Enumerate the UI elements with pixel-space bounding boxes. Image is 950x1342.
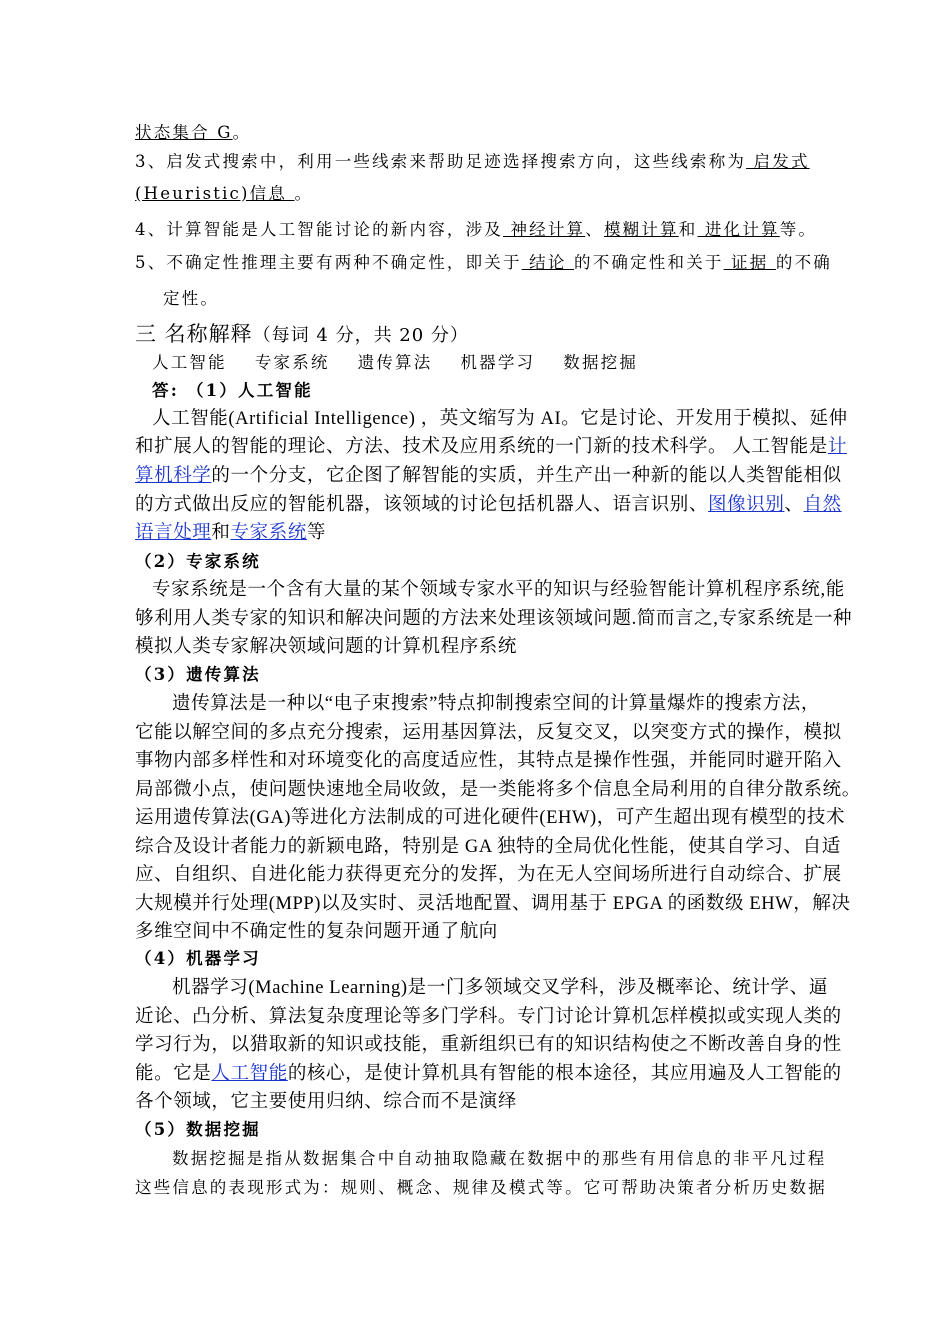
es-line-1: 专家系统是一个含有大量的某个领域专家水平的知识与经验智能计算机程序系统,能	[152, 580, 845, 600]
ai-line-2	[135, 436, 847, 458]
punct: 、	[585, 220, 604, 239]
subheading-5: （5）数据挖掘	[135, 1120, 261, 1139]
subheading: （1）人工智能	[186, 381, 313, 400]
section-heading	[135, 320, 469, 350]
link-natural-language[interactable]: 自然	[803, 495, 842, 515]
answer-blank: (Heuristic)信息	[135, 184, 295, 203]
answer-heading-1	[152, 380, 313, 402]
subheading-2: （2）专家系统	[135, 552, 261, 571]
fill-question-5-cont	[163, 288, 219, 310]
punct: 。	[294, 184, 314, 203]
section-score: （每词 4 分，共 20 分）	[252, 325, 469, 346]
fill-question-4	[135, 219, 817, 241]
question-text: 的不确定性和关于	[574, 253, 724, 272]
dm-line-1: 数据挖掘是指从数据集合中自动抽取隐藏在数据中的那些有用信息的非平凡过程	[172, 1149, 827, 1168]
link-artificial-intelligence[interactable]: 人工智能	[211, 1064, 288, 1084]
link-computer-science[interactable]: 计	[827, 437, 847, 457]
fill-line-0	[135, 122, 251, 144]
ga-line-2: 它能以解空间的多点充分搜索，运用基因算法，反复交叉，以突变方式的操作，模拟	[135, 723, 842, 743]
answer-blank: 模糊计算	[603, 220, 679, 239]
ml-line-3: 学习行为，以猎取新的知识或技能，重新组织已有的知识结构使之不断改善自身的性	[135, 1035, 842, 1055]
text: 和	[211, 523, 231, 543]
ga-line-1: 遗传算法是一种以“电子束搜索”特点抑制搜索空间的计算量爆炸的搜索方法，	[172, 694, 820, 714]
text: 、	[784, 495, 804, 515]
question-text: 定性。	[163, 289, 220, 308]
link-natural-language[interactable]: 语言处理	[135, 523, 212, 543]
ga-line-7: 应、自组织、自进化能力获得更充分的发挥，为在无人空间场所进行自动综合、扩展	[135, 865, 842, 885]
answer-blank: 进化计算	[697, 220, 780, 239]
ga-line-3: 事物内部多样性和对环境变化的高度适应性，其特点是操作性强，并能同时避开陷入	[135, 751, 842, 771]
ml-line-2: 近论、凸分析、算法复杂度理论等多门学科。专门讨论计算机怎样模拟或实现人类的	[135, 1007, 842, 1027]
keyword: 机器学习	[460, 353, 536, 372]
subheading-4: （4）机器学习	[135, 949, 261, 968]
dm-line-2: 这些信息的表现形式为：规则、概念、规律及模式等。它可帮助决策者分析历史数据	[135, 1178, 827, 1197]
link-expert-system[interactable]: 专家系统	[230, 523, 307, 543]
answer-blank: 启发式	[746, 152, 810, 171]
ai-line-1: 人工智能(Artificial Intelligence) ，英文缩写为 AI。它是讨论、开发用于模拟、延伸	[152, 409, 848, 429]
answer-label: 答:	[152, 381, 179, 400]
link-image-recognition[interactable]: 图像识别	[708, 495, 785, 515]
ml-line-1: 机器学习(Machine Learning)是一门多领域交叉学科，涉及概率论、统计学、逼	[172, 978, 828, 998]
es-line-2: 够利用人类专家的知识和解决问题的方法来处理该领域问题.简而言之,专家系统是一种	[135, 609, 853, 629]
question-text: 4、计算智能是人工智能讨论的新内容，涉及	[135, 220, 503, 239]
keyword: 遗传算法	[357, 353, 433, 372]
answer-blank: 结论	[521, 253, 574, 272]
question-text: 的不确	[775, 253, 833, 272]
text: 的一个分支，它企图了解智能的实质，并生产出一种新的能以人类智能相似	[211, 466, 842, 486]
text: 和扩展人的智能的理论、方法、技术及应用系统的一门新的技术科学。 人工智能是	[135, 437, 828, 457]
fill-question-5	[135, 252, 832, 274]
ai-line-3	[135, 465, 842, 487]
ga-line-6: 综合及设计者能力的新颖电路，特别是 GA 独特的全局优化性能，使其自学习、自适	[135, 837, 841, 857]
fill-question-3-cont	[135, 183, 313, 205]
subheading-3: （3）遗传算法	[135, 665, 261, 684]
question-text: 5、不确定性推理主要有两种不确定性，即关于	[135, 253, 522, 272]
ga-line-9: 多维空间中不确定性的复杂问题开通了航向	[135, 922, 498, 942]
text: 的方式做出反应的智能机器，该领域的讨论包括机器人、语言识别、	[135, 495, 709, 515]
fill-question-3	[135, 151, 810, 173]
ai-line-4	[135, 494, 842, 516]
answer-blank: 神经计算	[503, 220, 586, 239]
ga-line-4: 局部微小点，使问题快速地全局收敛，是一类能将多个信息全局利用的自律分散系统。	[135, 780, 861, 800]
section-title: 三 名称解释	[135, 322, 253, 346]
answer-blank: 证据	[723, 253, 776, 272]
ml-line-4	[135, 1063, 842, 1085]
ai-line-5	[135, 522, 326, 544]
keyword: 人工智能	[152, 353, 227, 372]
es-line-3: 模拟人类专家解决领域问题的计算机程序系统	[135, 637, 518, 657]
punct: 等。	[779, 220, 818, 239]
question-text: 3、启发式搜索中，利用一些线索来帮助足迹选择搜索方向，这些线索称为	[135, 152, 747, 171]
keyword: 专家系统	[254, 353, 330, 372]
ml-line-5: 各个领域，它主要使用归纳、综合而不是演绎	[135, 1092, 518, 1112]
text: 的核心，是使计算机具有智能的根本途径，其应用遍及人工智能的	[287, 1064, 842, 1084]
link-computer-science[interactable]: 算机科学	[135, 466, 212, 486]
ga-line-5: 运用遗传算法(GA)等进化方法制成的可进化硬件(EHW)，可产生超出现有模型的技术	[135, 808, 846, 828]
ga-line-8: 大规模并行处理(MPP)以及实时、灵活地配置、调用基于 EPGA 的函数级 EHW，解决	[135, 894, 851, 914]
punct: 和	[678, 220, 698, 239]
answer-blank: 状态集合 G	[135, 123, 233, 142]
punct: 。	[232, 123, 252, 142]
text: 等	[306, 523, 327, 543]
text: 能。它是	[135, 1064, 212, 1084]
keyword: 数据挖掘	[563, 353, 639, 372]
keyword-list	[152, 352, 666, 374]
